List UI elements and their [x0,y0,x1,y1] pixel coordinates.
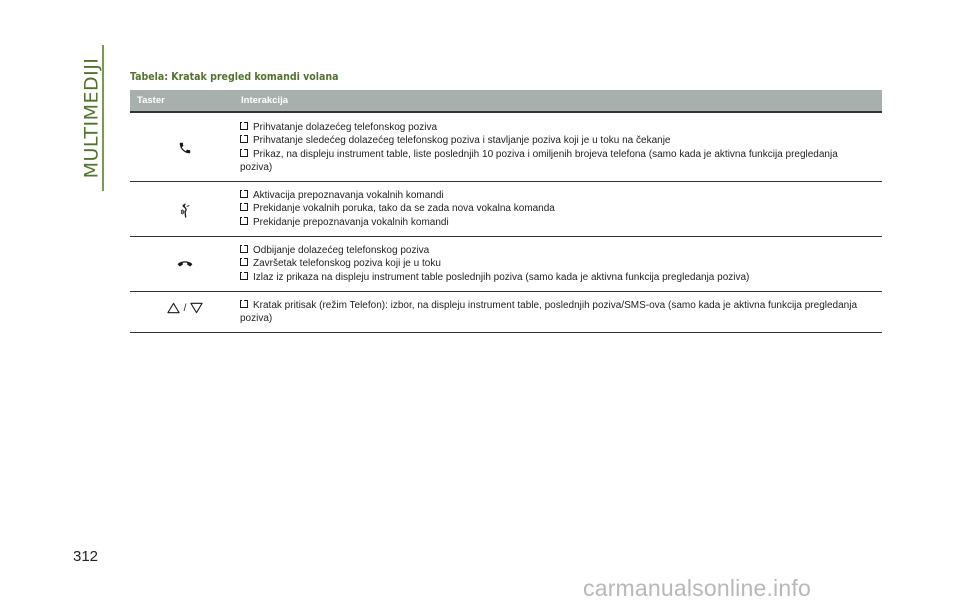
table-header [130,90,882,111]
list-item: Završetak telefonskog poziva koji je u toku [240,257,862,270]
watermark: carmanualsonline.info [583,575,811,601]
table-row [130,112,882,182]
section-side-title: MULTIMEDIJI [80,57,103,179]
list-item: Aktivacija prepoznavanja vokalnih komandi [240,189,862,202]
list-item: Kratak pritisak (režim Telefon): izbor, na displeju instrument table, poslednjih poziva/SMS-ova (samo kada je aktivna funkcija pregledanja poziva) [240,300,858,325]
down-arrow-icon [190,302,203,314]
row-text [240,299,862,326]
header-interakcija: Interakcija [241,95,288,106]
list-item: Prihvatanje dolazećeg telefonskog poziva [240,121,862,134]
list-item: Prikaz, na displeju instrument table, liste poslednjih 10 poziva i omiljenih brojeva telefona (samo kada je aktivna funkcija pregledanja poziva) [240,148,838,174]
voice-command-icon [130,203,240,219]
list-item: Odbijanje dolazećeg telefonskog poziva [240,244,862,257]
side-divider [102,45,104,191]
table-row [130,182,882,237]
table-row [130,237,882,292]
up-down-arrow-icons [130,302,240,314]
list-item: Izlaz iz prikaza na displeju instrument table poslednjih poziva (samo kada je aktivna funkcija pregledanja poziva) [240,271,862,284]
up-arrow-icon [167,302,180,314]
row-text [240,121,862,175]
table-row [130,292,882,333]
page-number: 312 [73,548,99,565]
list-item: Prekidanje vokalnih poruka, tako da se zada nova vokalna komanda [240,202,862,215]
phone-hangup-icon [130,259,240,269]
table-title: Tabela: Kratak pregled komandi volana [130,71,339,83]
row-text [240,189,862,229]
header-taster: Taster [137,95,165,106]
list-item: Prekidanje prepoznavanja vokalnih komandi [240,216,862,229]
arrow-separator: / [183,302,187,314]
row-text [240,244,862,284]
list-item: Prihvatanje sledećeg dolazećeg telefonskog poziva i stavljanje poziva koji je u toku na čekanje [240,134,862,147]
phone-answer-icon [130,141,240,155]
row-divider [130,332,882,333]
